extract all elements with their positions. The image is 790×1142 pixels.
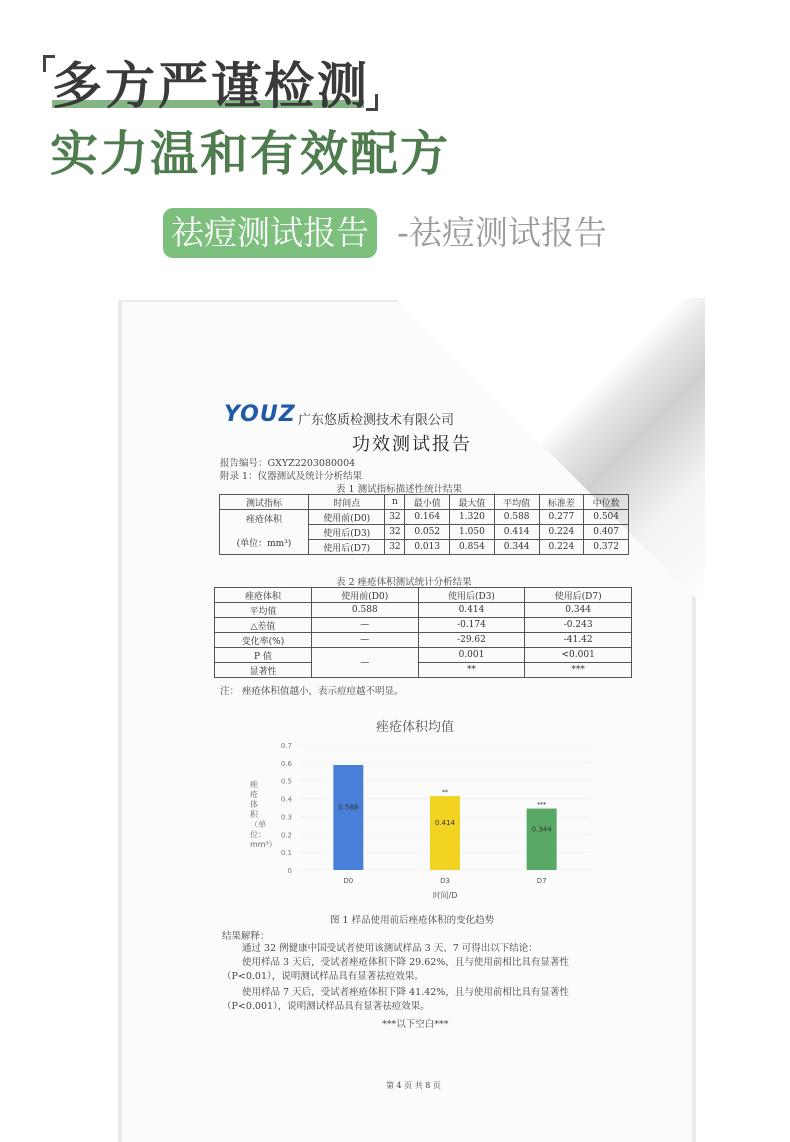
table-cell: 0.854	[450, 540, 495, 555]
table-cell: 使用后(D3)	[308, 525, 385, 540]
report-number: 报告编号：GXYZ2203080004	[220, 458, 356, 469]
table-row	[215, 618, 632, 633]
table-cell: -0.174	[418, 618, 525, 633]
x-tick-label: D3	[440, 877, 450, 885]
table-cell: 0.001	[418, 648, 525, 663]
table-cell: 0.277	[539, 510, 584, 525]
table-cell: 显著性	[215, 663, 312, 678]
table-cell: 0.052	[405, 525, 450, 540]
bar-D7	[527, 809, 557, 870]
metric-unit: (单位：mm³)	[236, 539, 292, 549]
table-cell: △差值	[215, 618, 312, 633]
x-axis-label: 时间/D	[432, 891, 458, 900]
table-row	[215, 633, 632, 648]
table-cell: <0.001	[525, 648, 632, 663]
y-tick-label: 0.2	[280, 831, 292, 840]
table-cell: 0.588	[311, 603, 418, 618]
blank-below-marker: ***以下空白***	[382, 1019, 449, 1030]
results-paragraph-2: 使用样品 3 天后，受试者痤疮体积下降 29.62%，且与使用前相比具有显著性（P<0.01），说明测试样品具有显著祛痘效果。	[222, 957, 569, 982]
x-tick-label: D0	[343, 877, 354, 885]
table-row	[215, 663, 632, 678]
table-cell: 0.414	[494, 525, 539, 540]
y-tick-label: 0.6	[280, 759, 292, 768]
report-title: 功效测试报告	[352, 434, 472, 455]
table-cell: —	[311, 633, 418, 648]
report-pill-label: 祛痘测试报告	[163, 208, 377, 258]
table-cell: 32	[385, 540, 405, 555]
table-cell: 1.320	[450, 510, 495, 525]
table-cell: 0.164	[405, 510, 450, 525]
table-cell: 0.224	[539, 525, 584, 540]
y-tick-label: 0.7	[280, 742, 292, 750]
metric-cell	[220, 510, 309, 555]
page-number: 第 4 页 共 8 页	[386, 1081, 441, 1090]
table-cell: 0.344	[525, 603, 632, 618]
table-cell: 0.372	[584, 540, 629, 555]
table-header-cell: n	[385, 495, 405, 510]
table-cell: 32	[385, 510, 405, 525]
table-header-cell: 平均值	[494, 495, 539, 510]
x-tick-label: D7	[536, 877, 547, 885]
table-cell: 0.504	[584, 510, 629, 525]
y-tick-label: 0.3	[280, 813, 292, 822]
table-header-cell: 使用后(D3)	[418, 588, 525, 603]
table-cell: —	[311, 648, 418, 678]
company-logo: YOUZ	[224, 402, 296, 427]
table-cell: 0.224	[539, 540, 584, 555]
chart-title: 痤疮体积均值	[376, 720, 455, 735]
results-paragraph-3: 使用样品 7 天后，受试者痤疮体积下降 41.42%，且与使用前相比具有显著性（P<0.001），说明测试样品具有显著祛痘效果。	[222, 987, 569, 1012]
table-row	[215, 603, 632, 618]
table-cell: -41.42	[525, 633, 632, 648]
descriptive-stats-table	[219, 494, 629, 555]
table-cell: 0.588	[494, 510, 539, 525]
results-paragraph-1: 通过 32 例健康中国受试者使用该测试样品 3 天、7 可得出以下结论：	[242, 943, 538, 954]
acne-volume-bar-chart	[240, 735, 600, 905]
table-cell: 变化率(%)	[215, 633, 312, 648]
table-row	[220, 510, 629, 525]
table-cell: 平均值	[215, 603, 312, 618]
table-header-cell: 时间点	[308, 495, 385, 510]
table-cell: **	[418, 663, 525, 678]
headline-line-2: 实力温和有效配方	[50, 126, 451, 182]
metric-name: 痤疮体积	[245, 515, 282, 525]
analysis-table	[214, 587, 632, 678]
significance-marker: **	[442, 789, 448, 797]
table-header-cell: 最大值	[450, 495, 495, 510]
table-header-cell: 中位数	[584, 495, 629, 510]
table-header-cell: 痤疮体积	[215, 588, 312, 603]
table2-title: 表 2 痤疮体积测试统计分析结果	[336, 577, 472, 588]
table-cell: ***	[525, 663, 632, 678]
table-header-cell: 使用后(D7)	[525, 588, 632, 603]
table-cell: 0.414	[418, 603, 525, 618]
table-header-cell: 测试指标	[220, 495, 309, 510]
table-cell: 0.344	[494, 540, 539, 555]
table-header-cell: 最小值	[405, 495, 450, 510]
report-pill-suffix: -祛痘测试报告	[397, 213, 607, 252]
table-cell: 使用后(D7)	[308, 540, 385, 555]
y-tick-label: 0.1	[280, 849, 292, 858]
table-cell: 1.050	[450, 525, 495, 540]
bar-data-label: 0.344	[531, 825, 552, 834]
table-cell: -0.243	[525, 618, 632, 633]
table-cell: 0.013	[405, 540, 450, 555]
table-row	[215, 648, 632, 663]
bar-D0	[333, 765, 363, 870]
table-cell: -29.62	[418, 633, 525, 648]
company-name: 广东悠质检测技术有限公司	[298, 413, 455, 428]
table-cell: P 值	[215, 648, 312, 663]
table-header-row	[220, 495, 629, 510]
chart-y-axis-label: 痤疮体积（单位：mm³）	[250, 780, 277, 849]
y-tick-label: 0	[287, 867, 292, 875]
appendix-line: 附录 1：仪器测试及统计分析结果	[220, 471, 363, 482]
table-cell: 使用前(D0)	[308, 510, 385, 525]
bar-D3	[430, 796, 460, 870]
table-header-cell: 使用前(D0)	[311, 588, 418, 603]
table-cell: 32	[385, 525, 405, 540]
significance-marker: ***	[537, 801, 547, 809]
table-header-cell: 标准差	[539, 495, 584, 510]
bar-data-label: 0.414	[434, 819, 456, 828]
y-tick-label: 0.4	[280, 795, 292, 804]
table-cell: 0.407	[584, 525, 629, 540]
y-tick-label: 0.5	[280, 777, 292, 786]
table-note: 注： 痤疮体积值越小，表示痘痘越不明显。	[220, 686, 404, 697]
table1-title: 表 1 测试指标描述性统计结果	[336, 484, 463, 495]
figure-caption: 图 1 样品使用前后痤疮体积的变化趋势	[330, 915, 495, 926]
table-cell: —	[311, 618, 418, 633]
results-heading: 结果解释：	[222, 931, 270, 942]
bar-data-label: 0.588	[338, 803, 359, 812]
headline-line-1: 多方严谨检测	[52, 57, 370, 115]
table-header-row	[215, 588, 632, 603]
